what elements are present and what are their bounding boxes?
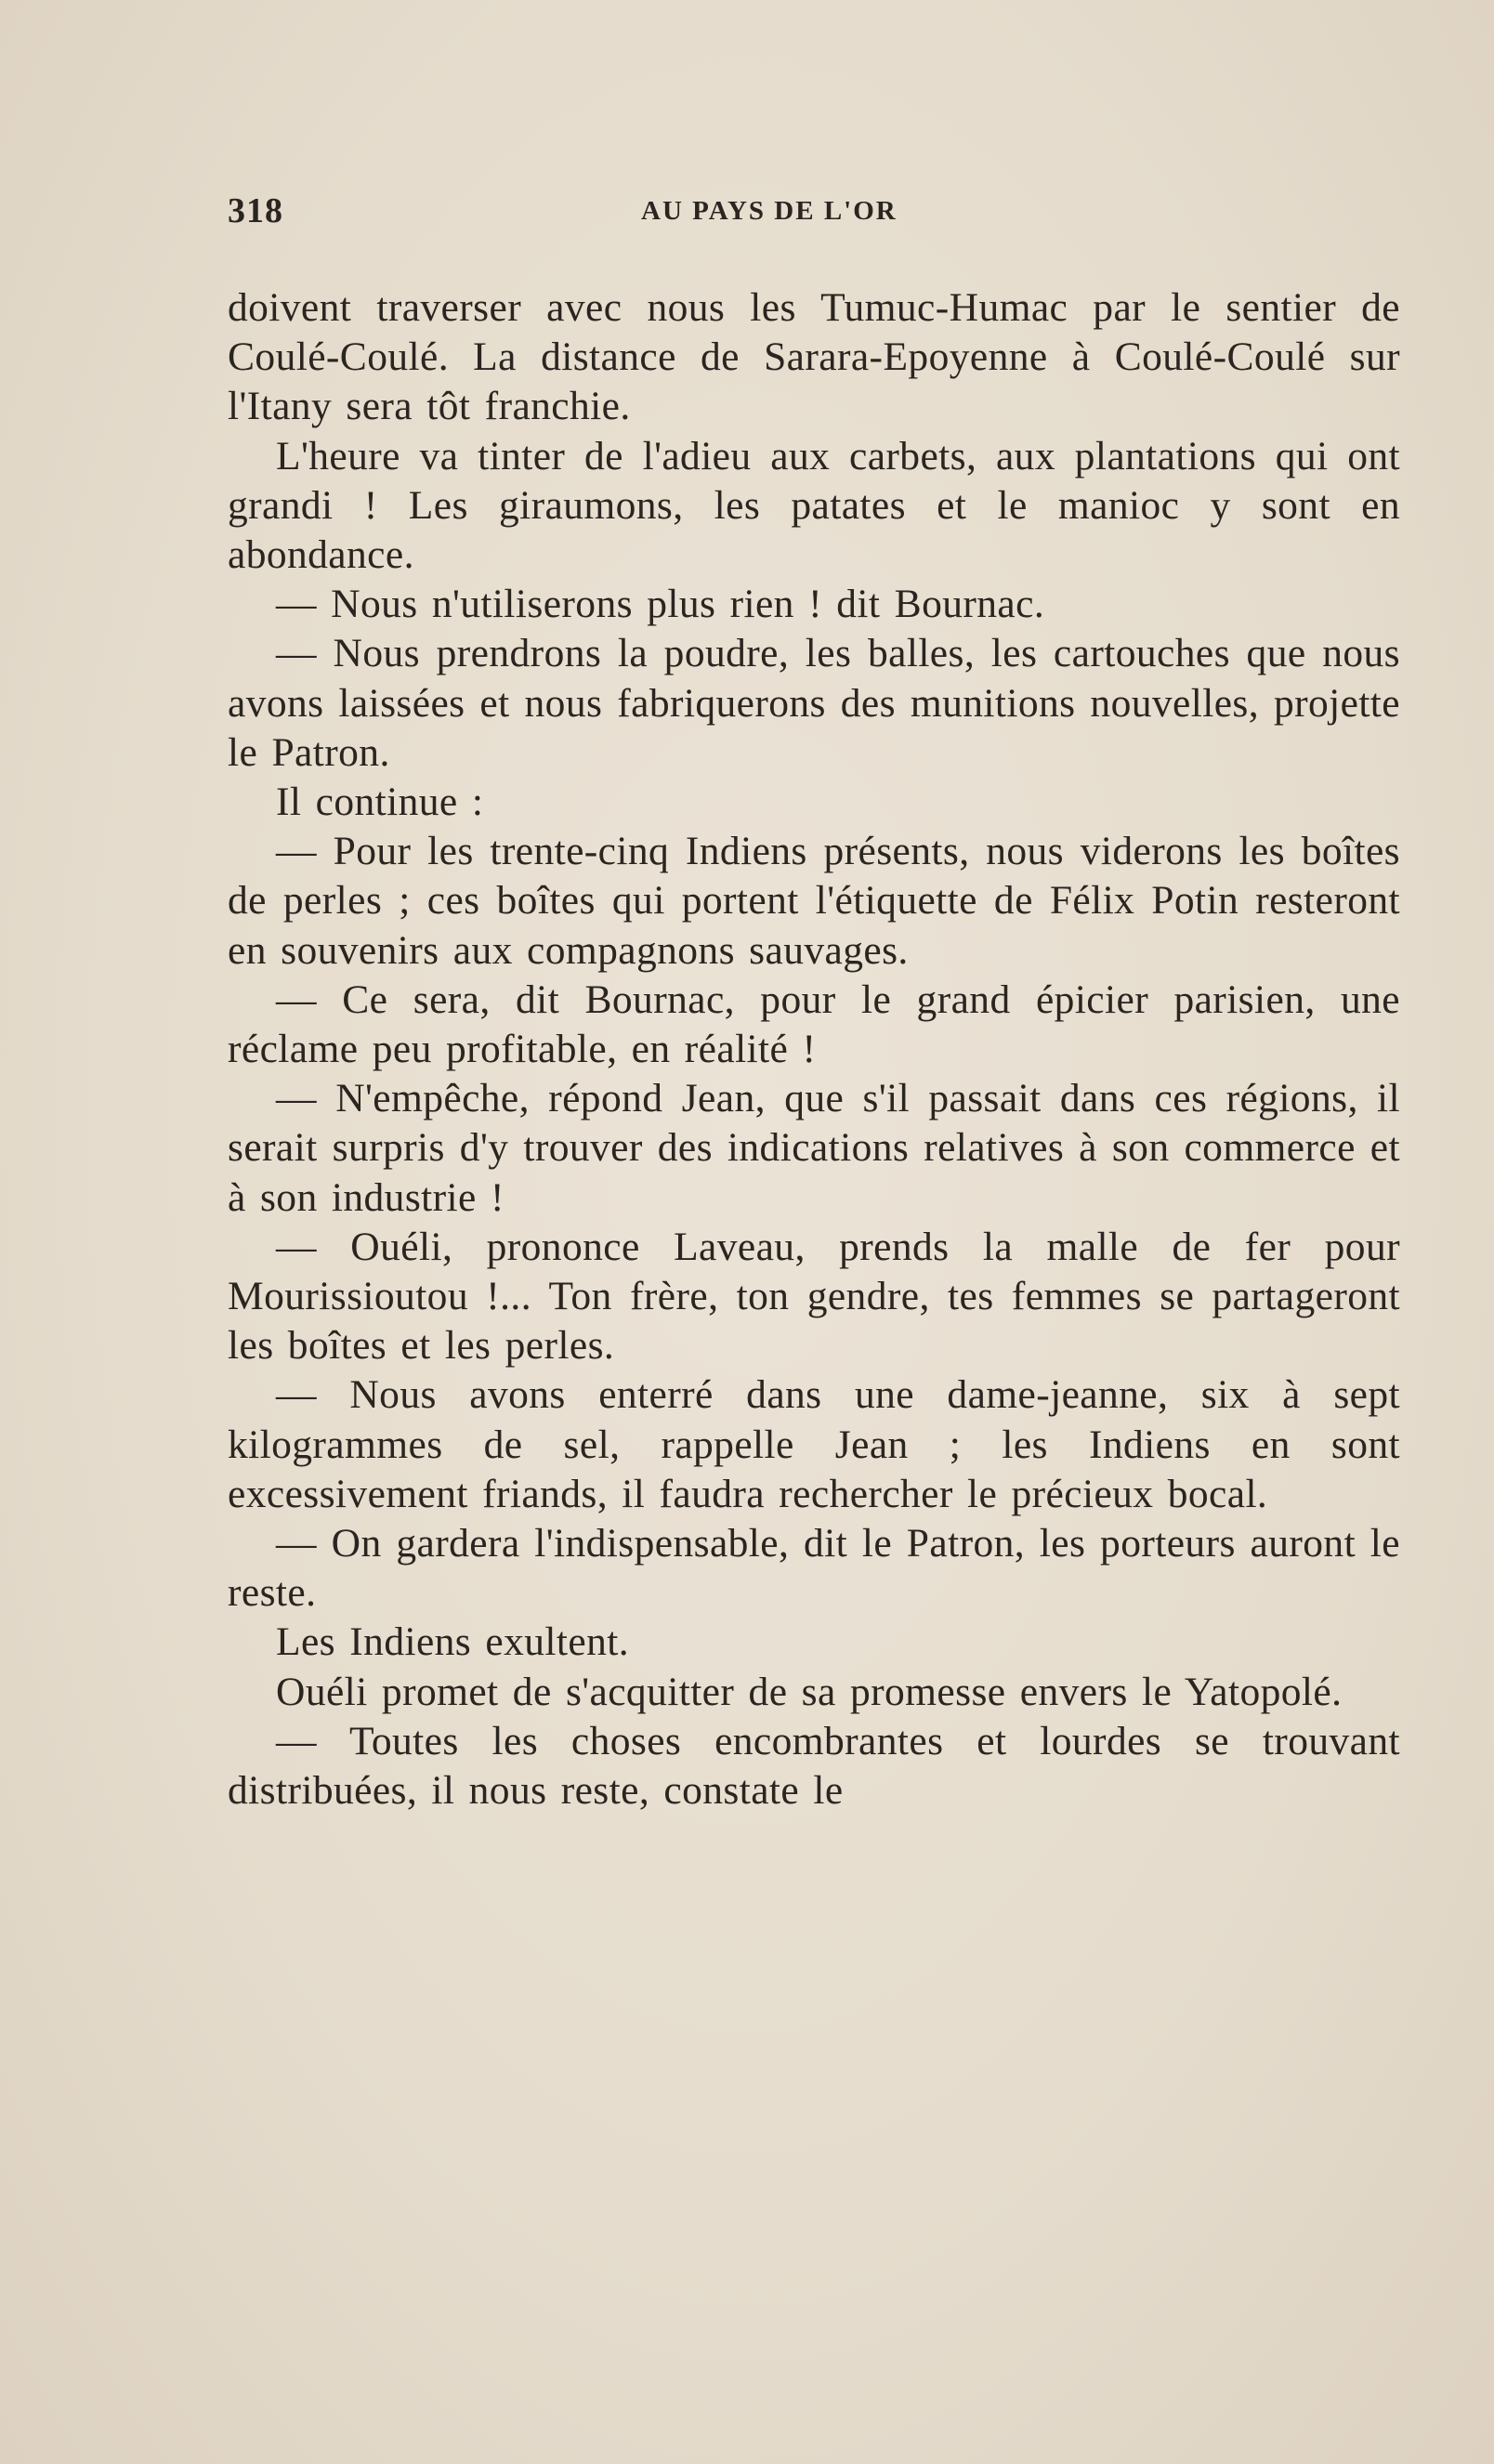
- paragraph: Ouéli promet de s'acquitter de sa promesse envers le Yatopolé.: [276, 1669, 1343, 1714]
- running-title: AU PAYS DE L'OR: [641, 196, 898, 226]
- paragraph: — On gardera l'indispensable, dit le Patron, les porteurs auront le reste.: [228, 1521, 1400, 1616]
- paragraph: L'heure va tinter de l'adieu aux carbets, aux plantations qui ont grandi ! Les giraumons, les patates et le manioc y sont en abondance.: [228, 433, 1400, 578]
- paragraph: — Pour les trente-cinq Indiens présents, nous viderons les boîtes de perles ; ces boîtes qui portent l'étiquette de Félix Potin resteront en souvenirs aux compagnons sauvages.: [228, 829, 1400, 973]
- paragraph: — Nous avons enterré dans une dame-jeanne, six à sept kilogrammes de sel, rappelle Jean ; les Indiens en sont excessivement friands, il faudra rechercher le précieux bocal.: [228, 1372, 1400, 1516]
- page-header: [228, 190, 1403, 237]
- paragraph: Les Indiens exultent.: [276, 1619, 630, 1665]
- paragraph: — N'empêche, répond Jean, que s'il passait dans ces régions, il serait surpris d'y trouver des indications relatives à son commerce et à son industrie !: [228, 1076, 1400, 1220]
- paragraph: — Ouéli, prononce Laveau, prends la malle de fer pour Mourissioutou !... Ton frère, ton gendre, tes femmes se partageront les boîtes et les perles.: [228, 1224, 1400, 1369]
- paragraph: doivent traverser avec nous les Tumuc-Humac par le sentier de Coulé-Coulé. La distance de Sarara-Epoyenne à Coulé-Coulé sur l'Itany sera tôt franchie.: [228, 285, 1400, 429]
- paragraph: Il continue :: [276, 780, 484, 825]
- paragraph: — Nous prendrons la poudre, les balles, les cartouches que nous avons laissées et nous fabriquerons des munitions nouvelles, projette le Patron.: [228, 631, 1400, 775]
- paragraph: — Toutes les choses encombrantes et lourdes se trouvant distribuées, il nous reste, constate le: [228, 1718, 1400, 1814]
- paragraph: — Nous n'utiliserons plus rien ! dit Bournac.: [276, 582, 1045, 627]
- page-number: 318: [228, 191, 283, 230]
- paragraph: — Ce sera, dit Bournac, pour le grand épicier parisien, une réclame peu profitable, en réalité !: [228, 976, 1400, 1072]
- body-text: [228, 283, 1400, 1815]
